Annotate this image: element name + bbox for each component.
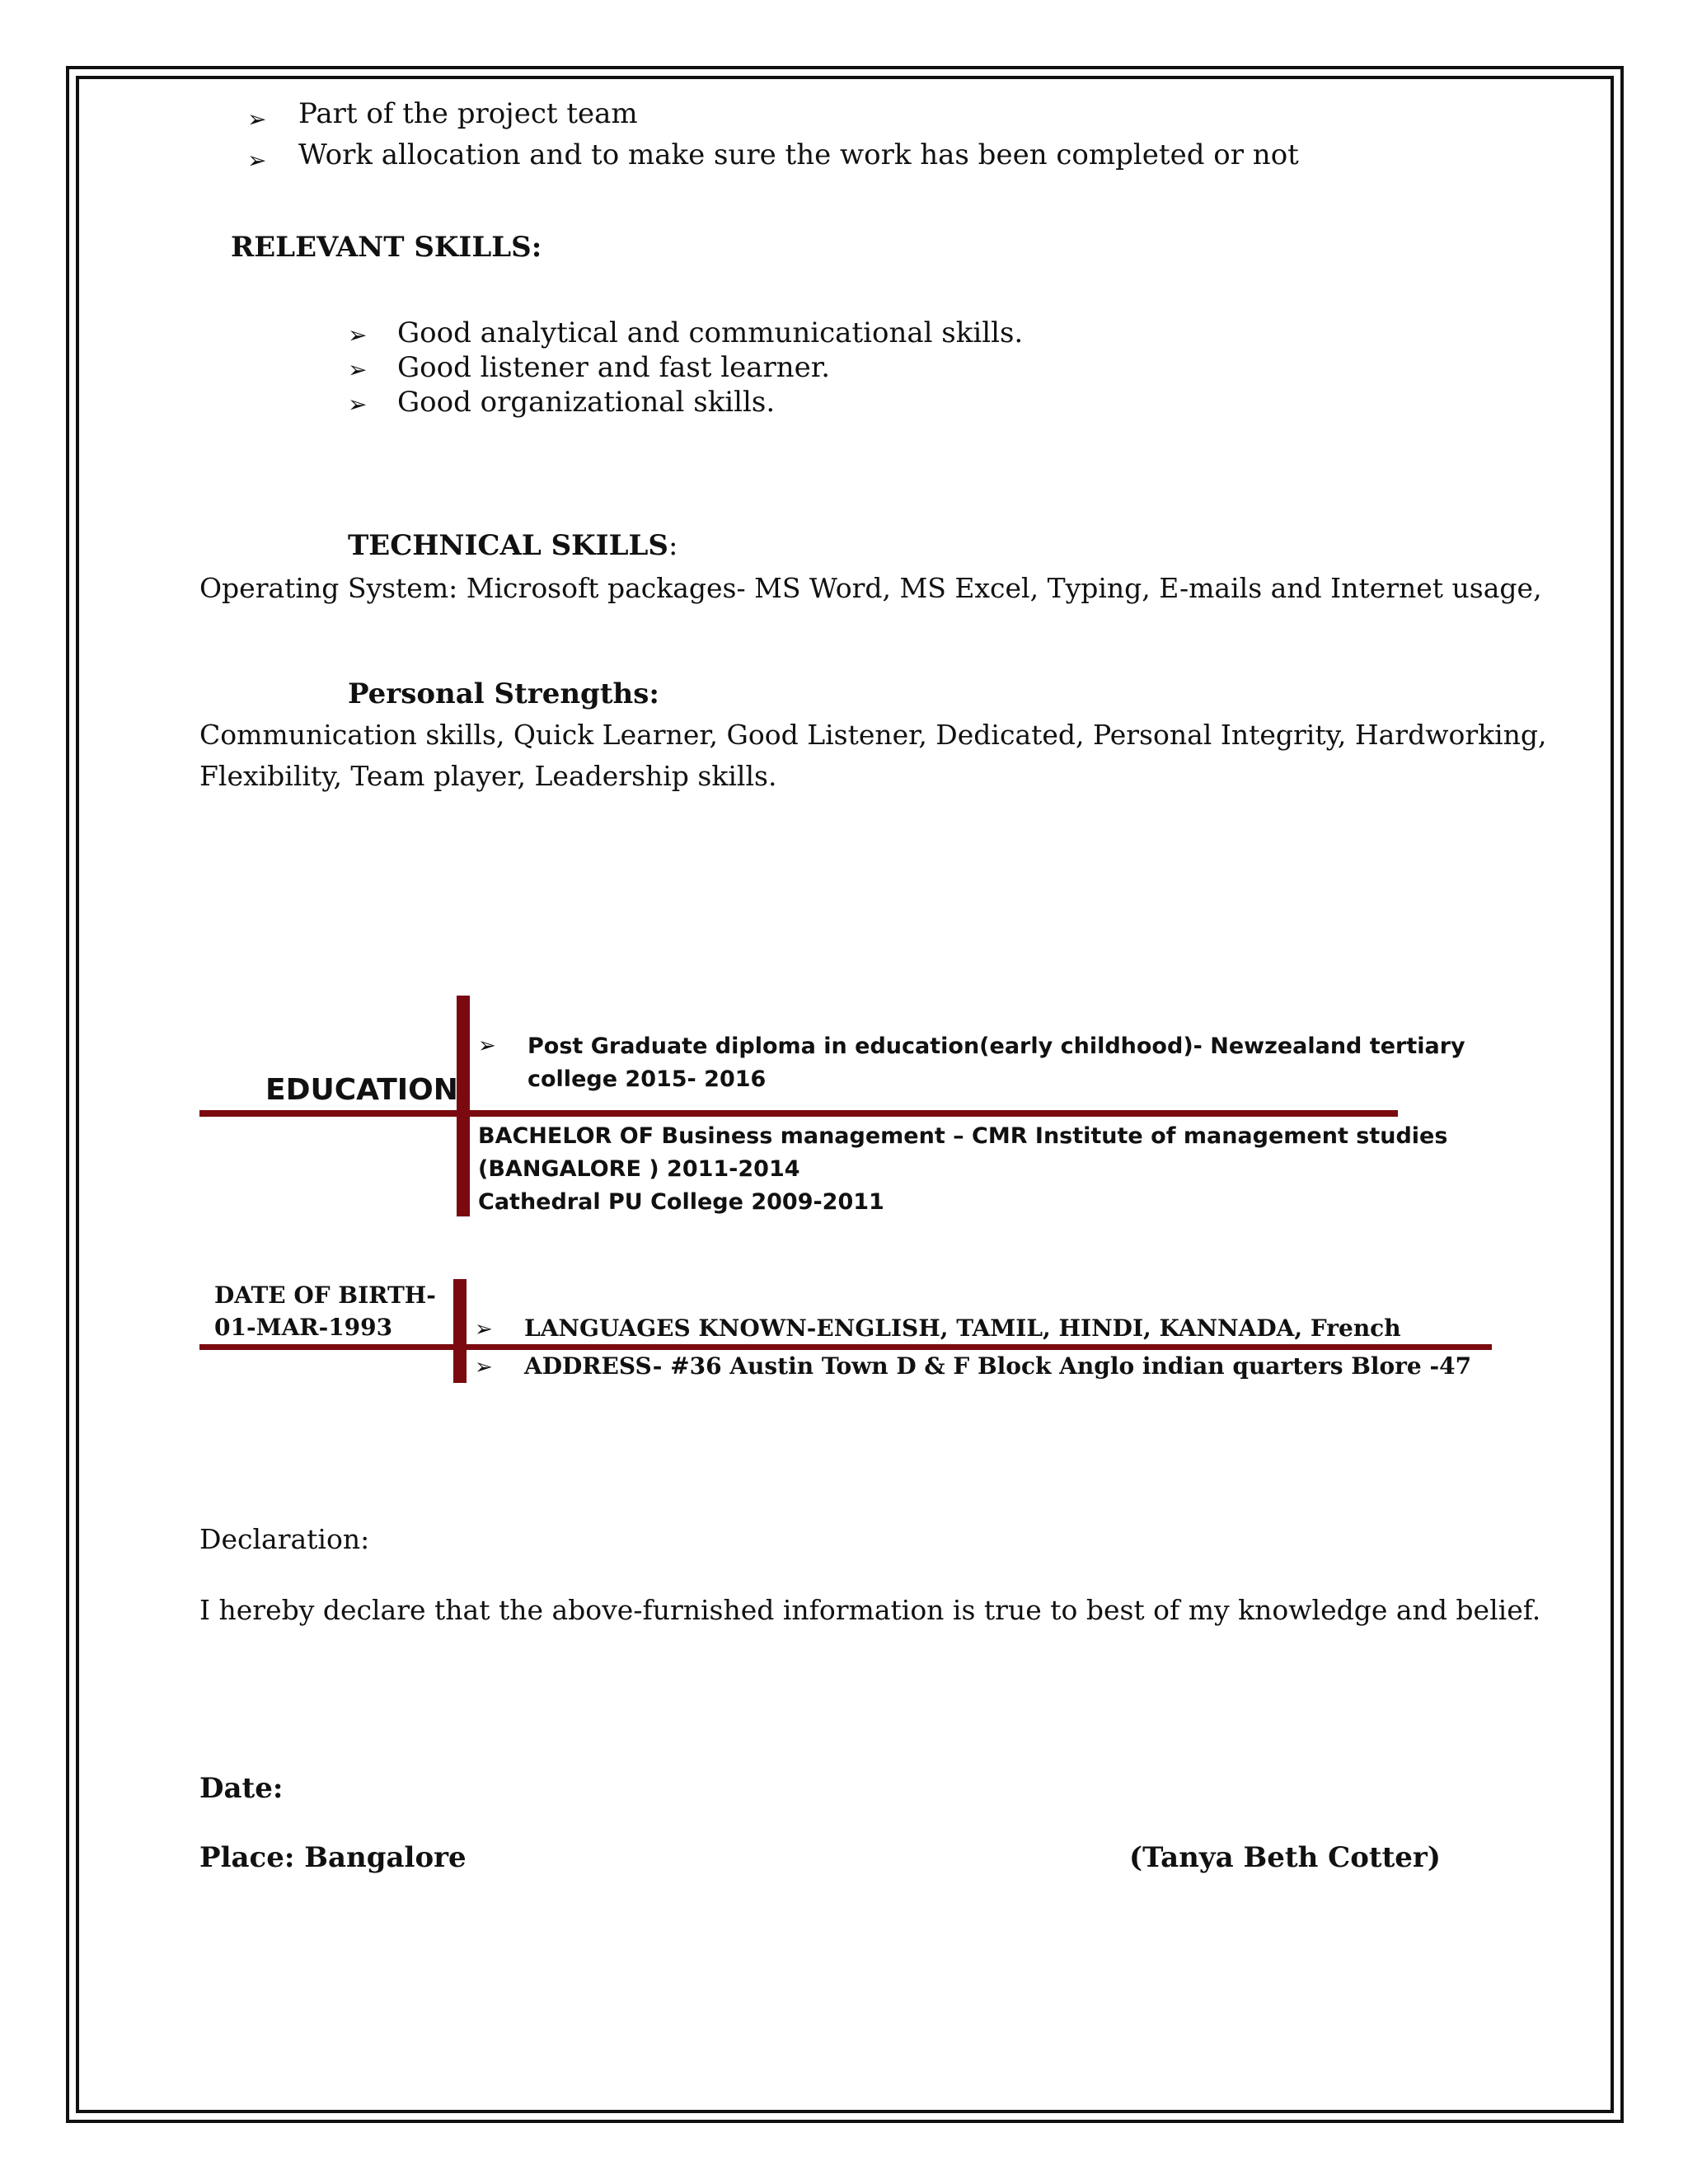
personal-strengths-heading: Personal Strengths: [348,677,659,710]
bullet-icon: ➢ [478,1033,496,1058]
bullet-icon: ➢ [348,391,368,418]
education-vertical-divider [457,996,470,1216]
declaration-heading: Declaration: [199,1523,370,1555]
bullet-icon: ➢ [348,356,368,383]
education-pg-line: college 2015- 2016 [528,1066,767,1092]
address: ADDRESS- #36 Austin Town D & F Block Anglo indian quarters Blore -47 [524,1352,1472,1380]
skill-item: Good analytical and communicational skills. [397,316,1024,349]
duty-item: Work allocation and to make sure the work has been completed or not [298,138,1299,171]
technical-skills-text: Operating System: Microsoft packages- MS Word, MS Excel, Typing, E-mails and Internet usage, [199,572,1542,604]
signature-name: (Tanya Beth Cotter) [1129,1841,1441,1874]
duty-item: Part of the project team [298,97,638,130]
relevant-skills-heading: RELEVANT SKILLS: [231,231,542,264]
personal-strengths-text: Communication skills, Quick Learner, Good Listener, Dedicated, Personal Integrity, Hardworking, [199,719,1547,751]
skill-item: Good listener and fast learner. [397,351,831,384]
education-bachelor-line: (BANGALORE ) 2011-2014 [478,1156,800,1182]
personal-strengths-text: Flexibility, Team player, Leadership skills. [199,760,777,792]
dob-label: DATE OF BIRTH- [214,1282,436,1309]
dob-value: 01-MAR-1993 [214,1314,393,1341]
personal-horizontal-divider [199,1344,1492,1350]
languages-known: LANGUAGES KNOWN-ENGLISH, TAMIL, HINDI, KANNADA, French [524,1315,1401,1342]
bullet-icon: ➢ [475,1355,493,1380]
heading-colon: : [668,529,678,562]
education-horizontal-divider [199,1110,1398,1117]
place-label: Place: Bangalore [199,1841,467,1874]
bullet-icon: ➢ [475,1317,493,1342]
education-bachelor-line: BACHELOR OF Business management – CMR Institute of management studies [478,1123,1448,1149]
education-pu-line: Cathedral PU College 2009-2011 [478,1189,884,1215]
education-pg-line: Post Graduate diploma in education(early childhood)- Newzealand tertiary [528,1033,1465,1059]
declaration-text: I hereby declare that the above-furnished information is true to best of my knowledge and belief. [199,1594,1541,1626]
skill-item: Good organizational skills. [397,386,776,419]
bullet-icon: ➢ [247,105,267,133]
personal-vertical-divider [453,1279,467,1383]
technical-skills-heading [348,529,678,562]
bullet-icon: ➢ [247,147,267,174]
bullet-icon: ➢ [348,321,368,349]
technical-skills-heading-text: TECHNICAL SKILLS [348,529,668,562]
education-label: EDUCATION [265,1073,458,1107]
date-label: Date: [199,1772,284,1805]
